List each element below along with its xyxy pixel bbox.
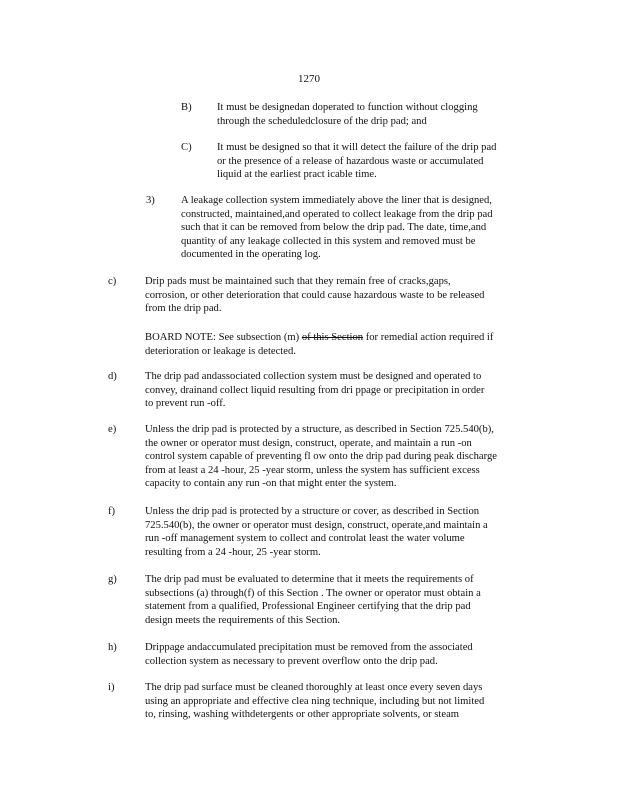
text-line: from at least a 24 -hour, 25 -year storm, unless the system has sufficient excess: [145, 464, 480, 476]
text-line: statement from a qualified, Professional Engineer certifying that the drip pad: [145, 601, 471, 613]
text-line: such that it can be removed from below the drip pad. The date, time,and: [181, 222, 487, 234]
text-line: to prevent run -off.: [145, 398, 226, 410]
text-line: using an appropriate and effective clea ning technique, including but not limited: [145, 695, 485, 707]
item-text: [145, 573, 481, 627]
text-line: corrosion, or other deterioration that could cause hazardous waste to be released: [145, 289, 485, 301]
item-text: [145, 423, 497, 491]
item-label: h): [108, 642, 117, 653]
struck-text: of this Section: [301, 332, 364, 343]
text-line: or the presence of a release of hazardous waste or accumulated: [217, 155, 484, 167]
text-line: quantity of any leakage collected in this system and removed must be: [181, 235, 476, 247]
item-text: [181, 194, 493, 262]
item-label: g): [108, 574, 117, 585]
text-line: Unless the drip pad is protected by a structure or cover, as described in Section: [145, 506, 480, 517]
note-prefix: BOARD NOTE: See subsection (m): [145, 332, 300, 343]
text-line: A leakage collection system immediately above the liner that is designed,: [181, 195, 492, 206]
text-line: The drip pad andassociated collection system must be designed and operated to: [145, 371, 482, 382]
item-label: B): [181, 102, 192, 113]
text-line: Unless the drip pad is protected by a structure, as described in Section 725.540(b),: [145, 424, 494, 435]
note-suffix: for remedial action required if: [365, 332, 494, 343]
text-line: collection system as necessary to prevent overflow onto the drip pad.: [145, 655, 438, 667]
item-label: f): [108, 506, 116, 517]
text-line: from the drip pad.: [145, 303, 222, 315]
text-line: through the scheduledclosure of the drip pad; and: [217, 115, 427, 127]
text-line: The drip pad surface must be cleaned thoroughly at least once every seven days: [145, 682, 483, 693]
text-line: resulting from a 24 -hour, 25 -year storm.: [145, 546, 321, 558]
text-line: 725.540(b), the owner or operator must design, construct, operate,and maintain a: [145, 519, 488, 531]
text-line: subsections (a) through(f) of this Section . The owner or operator must obtain a: [145, 587, 481, 599]
text-line: It must be designedan doperated to function without clogging: [217, 102, 478, 113]
note-text: [145, 331, 493, 358]
text-line: design meets the requirements of this Section.: [145, 614, 341, 626]
page-number: 1270: [298, 73, 320, 85]
item-text: [145, 641, 473, 668]
item-label: 3): [146, 195, 155, 206]
item-label: c): [108, 276, 117, 287]
item-label: d): [108, 371, 117, 382]
item-label: e): [108, 424, 117, 435]
item-text: [217, 101, 478, 128]
item-text: [145, 681, 484, 722]
text-line: to, rinsing, washing withdetergents or other appropriate solvents, or steam: [145, 709, 460, 721]
text-line: [145, 331, 493, 345]
item-text: [217, 141, 496, 182]
text-line: liquid at the earliest pract icable time.: [217, 169, 377, 181]
text-line: Drippage andaccumulated precipitation must be removed from the associated: [145, 642, 473, 653]
text-line: convey, drainand collect liquid resulting from dri ppage or precipitation in order: [145, 384, 485, 396]
item-text: [145, 275, 484, 316]
text-line: It must be designed so that it will detect the failure of the drip pad: [217, 142, 497, 153]
text-line: The drip pad must be evaluated to determine that it meets the requirements of: [145, 574, 474, 585]
text-line: Drip pads must be maintained such that they remain free of cracks,gaps,: [145, 276, 451, 287]
text-line: run -off management system to collect and controlat least the water volume: [145, 533, 465, 545]
text-line: constructed, maintained,and operated to collect leakage from the drip pad: [181, 208, 493, 220]
item-label: i): [108, 682, 115, 693]
item-text: [145, 505, 488, 559]
text-line: deterioration or leakage is detected.: [145, 345, 296, 357]
text-line: capacity to contain any run -on that might enter the system.: [145, 478, 397, 490]
text-line: the owner or operator must design, construct, operate, and maintain a run -on: [145, 437, 472, 449]
text-line: documented in the operating log.: [181, 249, 321, 261]
item-label: C): [181, 142, 192, 153]
item-text: [145, 370, 484, 411]
text-line: control system capable of preventing fl ow onto the drip pad during peak discharge: [145, 451, 497, 463]
